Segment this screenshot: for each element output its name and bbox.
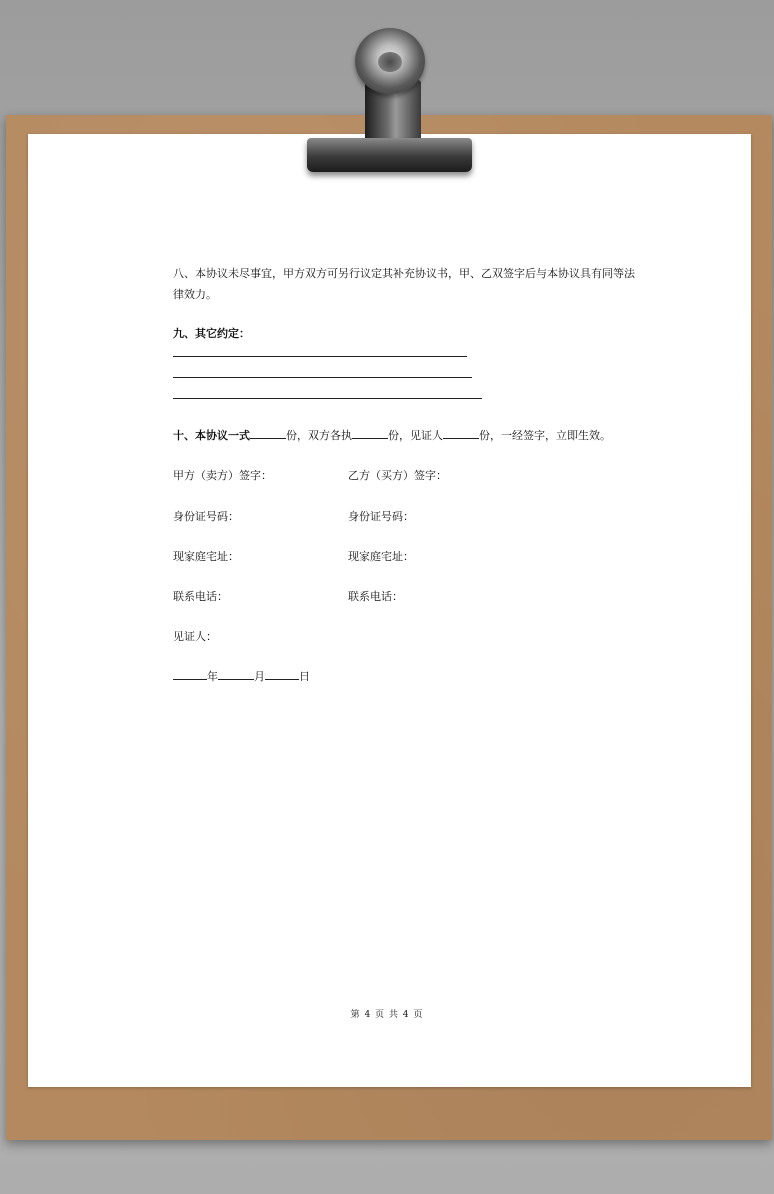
day-blank xyxy=(265,668,299,680)
party-a-id-label: 身份证号码： xyxy=(173,510,239,523)
month-label: 月 xyxy=(254,670,265,683)
copies-total-blank xyxy=(250,427,286,439)
month-blank xyxy=(218,668,254,680)
party-b-phone-label: 联系电话： xyxy=(348,590,403,603)
blank-line-3 xyxy=(173,398,482,399)
year-label: 年 xyxy=(207,670,218,683)
clause-10-part-1: 十、本协议一式 xyxy=(173,429,250,442)
day-label: 日 xyxy=(299,670,310,683)
party-b-sign-label: 乙方（买方）签字： xyxy=(348,469,447,482)
clause-10-part-4: 份，一经签字，立即生效。 xyxy=(479,429,611,442)
blank-line-1 xyxy=(173,356,467,357)
witness-label: 见证人： xyxy=(173,630,217,643)
blank-line-2 xyxy=(173,377,472,378)
clause-10-part-3: 份，见证人 xyxy=(388,429,443,442)
party-b-id-label: 身份证号码： xyxy=(348,510,414,523)
party-a-phone-label: 联系电话： xyxy=(173,590,228,603)
party-a-address-label: 现家庭宅址： xyxy=(173,550,239,563)
clause-10 xyxy=(173,427,611,443)
year-blank xyxy=(173,668,207,680)
clause-10-part-2: 份，双方各执 xyxy=(286,429,352,442)
copies-each-blank xyxy=(352,427,388,439)
clause-8-line-2: 律效力。 xyxy=(173,288,217,301)
clause-8-line-1: 八、本协议未尽事宜，甲方双方可另行议定其补充协议书，甲、乙双签字后与本协议具有同等法 xyxy=(173,267,635,280)
copies-witness-blank xyxy=(443,427,479,439)
party-b-address-label: 现家庭宅址： xyxy=(348,550,414,563)
date-line xyxy=(173,668,310,684)
page-number: 第 4 页 共 4 页 xyxy=(350,1010,424,1020)
party-a-sign-label: 甲方（卖方）签字： xyxy=(173,469,272,482)
clause-9-heading: 九、其它约定： xyxy=(173,327,250,340)
